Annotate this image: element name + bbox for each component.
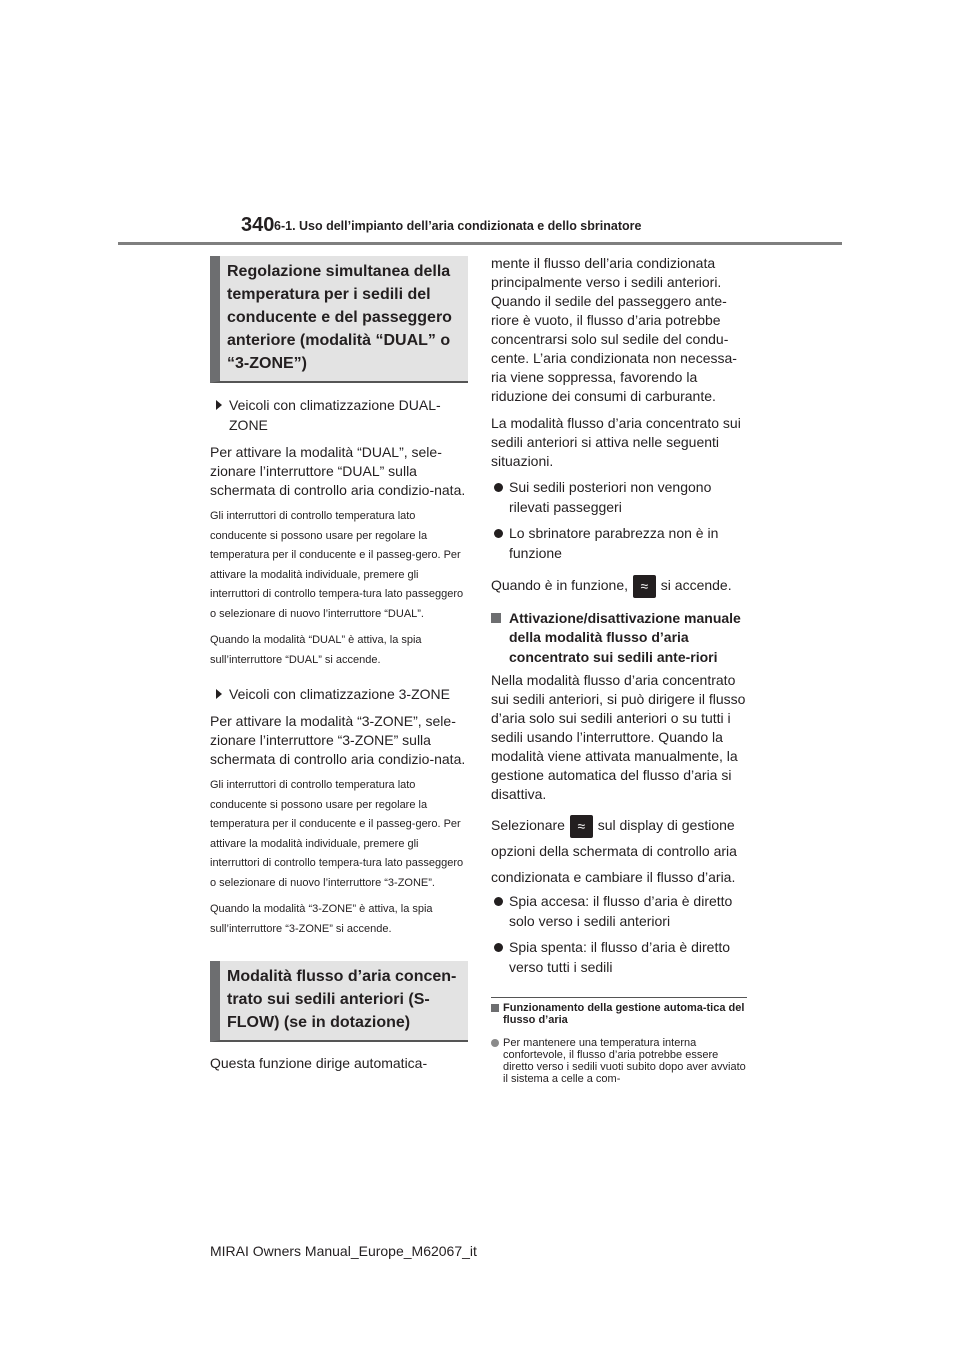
s-flow-heading: Modalità flusso d’aria concen-trato sui sedili anteriori (S-FLOW) (se in dotazione) bbox=[210, 961, 468, 1042]
square-bullet-icon bbox=[491, 613, 501, 623]
three-zone-note: Gli interruttori di controllo temperatura lato conducente si possono usare per regolare la temperatura per il conducente e il passeg-gero. Per attivare la modalità individuale, premere gli interruttori di controllo tempera-tura lato passeggero o selezionare di nuovo l’interruttore “3-ZONE”. bbox=[210, 779, 464, 889]
section-title: 6-1. Uso dell’impianto dell’aria condizionata e dello sbrinatore bbox=[274, 219, 642, 233]
right-column bbox=[491, 254, 749, 1085]
list-item: Spia spenta: il flusso d’aria è diretto verso tutti i sedili bbox=[491, 938, 749, 977]
s-flow-icon bbox=[633, 575, 656, 598]
bullet-dot-icon bbox=[494, 483, 503, 492]
three-zone-instructions: Per attivare la modalità “3-ZONE”, sele-zionare l’interruttore “3-ZONE” sulla schermata di controllo aria condizio-nata. bbox=[210, 713, 466, 767]
list-item: Sui sedili posteriori non vengono rilevati passeggeri bbox=[491, 478, 749, 517]
list-item: Lo sbrinatore parabrezza non è in funzione bbox=[491, 524, 749, 563]
select-instruction: Selezionare ≈ sul display di gestione opzioni della schermata di controllo aria condizionata e cambiare il flusso d’aria. bbox=[491, 812, 749, 890]
left-column bbox=[210, 256, 468, 1073]
manual-toggle-heading: Attivazione/disattivazione manuale della modalità flusso d’aria concentrato sui sedili ante-riori bbox=[491, 609, 749, 668]
list-item: Spia accesa: il flusso d’aria è diretto solo verso i sedili anteriori bbox=[491, 892, 749, 931]
triangle-bullet-icon bbox=[216, 689, 222, 699]
page-number: 340 bbox=[241, 214, 275, 236]
s-flow-conditions: La modalità flusso d’aria concentrato sui sedili anteriori si attiva nelle seguenti situazioni. bbox=[491, 415, 741, 469]
bullet-dot-icon bbox=[494, 943, 503, 952]
note-heading: Funzionamento della gestione automa-tica del flusso d’aria bbox=[491, 1002, 749, 1026]
bullet-dot-icon bbox=[494, 897, 503, 906]
s-flow-description: mente il flusso dell’aria condizionata principalmente verso i sedili anteriori. Quando il sedile del passeggero ante-riore è vuoto, il flusso d’aria potrebbe concentrarsi solo sul sedile del condu-cente. L’aria condizionata non necessa-ria viene soppressa, favorendo la riduzione dei consumi di carburante. bbox=[491, 255, 737, 404]
square-bullet-icon bbox=[491, 1004, 499, 1012]
dual-indicator-note: Quando la modalità “DUAL” è attiva, la spia sull’interruttore “DUAL” si accende. bbox=[210, 634, 422, 666]
dual-zone-heading: Regolazione simultanea della temperatura per i sedili del conducente e del passeggero anteriore (modalità “DUAL” o “3-ZONE”) bbox=[210, 256, 468, 383]
triangle-bullet-icon bbox=[216, 400, 222, 410]
bullet-dot-icon bbox=[491, 1039, 499, 1047]
header-rule bbox=[118, 242, 842, 245]
dual-instructions: Per attivare la modalità “DUAL”, sele-zionare l’interruttore “DUAL” sulla schermata di controllo aria condizio-nata. bbox=[210, 444, 466, 498]
three-zone-subheading: Veicoli con climatizzazione 3-ZONE bbox=[210, 684, 468, 704]
s-flow-icon bbox=[570, 815, 593, 838]
note-divider bbox=[491, 997, 747, 998]
dual-zone-subheading: Veicoli con climatizzazione DUAL-ZONE bbox=[210, 395, 468, 435]
dual-note: Gli interruttori di controllo temperatura lato conducente si possono usare per regolare la temperatura per il conducente e il passeg-gero. Per attivare la modalità individuale, premere gli interruttori di controllo tempera-tura lato passeggero o selezionare di nuovo l’interruttore “DUAL”. bbox=[210, 510, 464, 620]
note-item: Per mantenere una temperatura interna confortevole, il flusso d’aria potrebbe essere diretto verso i sedili vuoti subito dopo aver avviato il sistema a celle a com- bbox=[491, 1037, 749, 1085]
bullet-dot-icon bbox=[494, 529, 503, 538]
three-zone-indicator-note: Quando la modalità “3-ZONE” è attiva, la spia sull’interruttore “3-ZONE” si accende. bbox=[210, 903, 433, 935]
manual-toggle-description: Nella modalità flusso d’aria concentrato sui sedili anteriori, si può dirigere il flusso d’aria solo sui sedili anteriori o su tutti i sedili usando l’interruttore. Quando la modalità viene attivata manualmente, la gestione automatica del flusso d’aria si disattiva. bbox=[491, 672, 746, 803]
s-flow-intro: Questa funzione dirige automatica- bbox=[210, 1055, 428, 1071]
indicator-line: Quando è in funzione, ≈ si accende. bbox=[491, 573, 749, 598]
footer-text: MIRAI Owners Manual_Europe_M62067_it bbox=[210, 1243, 477, 1259]
